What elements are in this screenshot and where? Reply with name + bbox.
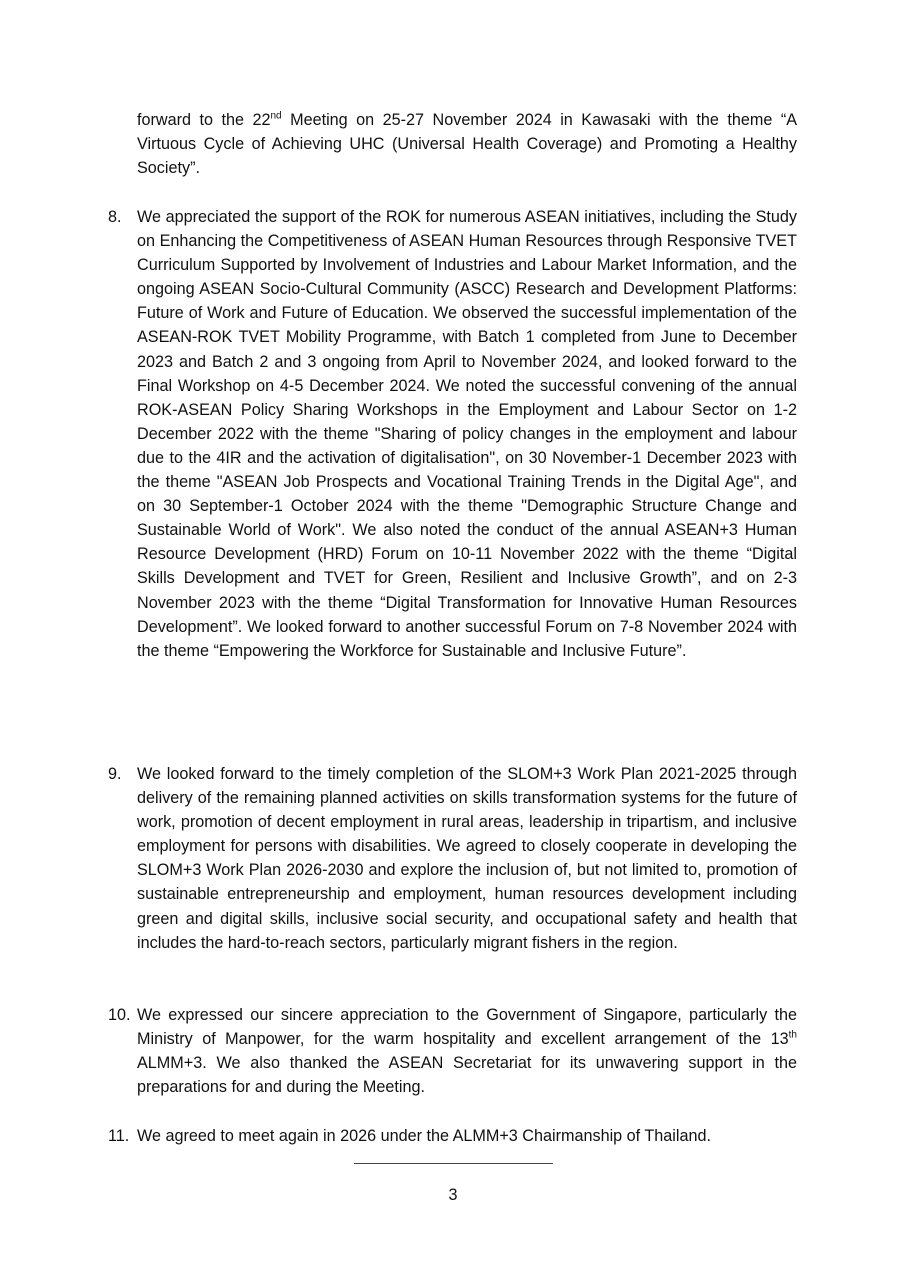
paragraph-text-start: We expressed our sincere appreciation to the Government of Singapore, particularly the Ministry of Manpower, for the warm hospitality and excellent arrangement of the 13 <box>137 1006 797 1049</box>
paragraph-9 <box>108 762 797 955</box>
paragraph-number: 10. <box>108 1006 131 1024</box>
ordinal-superscript: nd <box>270 110 282 122</box>
continued-text-start: forward to the 22 <box>137 111 271 129</box>
paragraph-number: 9. <box>108 765 122 783</box>
paragraph-text <box>137 1003 797 1099</box>
paragraph-text: We agreed to meet again in 2026 under the ALMM+3 Chairmanship of Thailand. <box>137 1127 711 1145</box>
end-divider-line <box>354 1163 553 1164</box>
paragraph-text: We looked forward to the timely completion of the SLOM+3 Work Plan 2021-2025 through delivery of the remaining planned activities on skills transformation systems for the future of work, promotion of decent employment in rural areas, leadership in tripartism, and inclusive employment for persons with disabilities. We agreed to closely cooperate in developing the SLOM+3 Work Plan 2026-2030 and explore the inclusion of, but not limited to, promotion of sustainable entrepreneurship and employment, human resources development including green and digital skills, inclusive social security, and occupational safety and health that includes the hard-to-reach sectors, particularly migrant fishers in the region. <box>137 765 797 952</box>
continued-text-end: Meeting on 25-27 November 2024 in Kawasaki with the theme “A Virtuous Cycle of Achieving UHC (Universal Health Coverage) and Promoting a Healthy Society”. <box>137 111 798 178</box>
paragraph-text: We appreciated the support of the ROK for numerous ASEAN initiatives, including the Study on Enhancing the Competitiveness of ASEAN Human Resources through Responsive TVET Curriculum Supported by Involvement of Industries and Labour Market Information, and the ongoing ASEAN Socio-Cultural Community (ASCC) Research and Development Platforms: Future of Work and Future of Education. We observed the successful implementation of the ASEAN-ROK TVET Mobility Programme, with Batch 1 completed from June to December 2023 and Batch 2 and 3 ongoing from April to November 2024, and looked forward to the Final Workshop on 4-5 December 2024. We noted the successful convening of the annual ROK-ASEAN Policy Sharing Workshops in the Employment and Labour Sector on 1-2 December 2022 with the theme "Sharing of policy changes in the employment and labour due to the 4IR and the activation of digitalisation", on 30 November-1 December 2023 with the theme "ASEAN Job Prospects and Vocational Training Trends in the Digital Age", and on 30 September-1 October 2024 with the theme "Demographic Structure Change and Sustainable World of Work". We also noted the conduct of the annual ASEAN+3 Human Resource Development (HRD) Forum on 10-11 November 2022 with the theme “Digital Skills Development and TVET for Green, Resilient and Inclusive Growth”, and on 2-3 November 2023 with the theme “Digital Transformation for Innovative Human Resources Development”. We looked forward to another successful Forum on 7-8 November 2024 with the theme “Empowering the Workforce for Sustainable and Inclusive Future”. <box>137 208 797 660</box>
paragraph-11 <box>108 1124 797 1148</box>
continued-paragraph <box>137 108 797 180</box>
ordinal-superscript: th <box>788 1029 797 1041</box>
paragraph-text-end: ALMM+3. We also thanked the ASEAN Secretariat for its unwavering support in the preparations for and during the Meeting. <box>137 1054 797 1097</box>
paragraph-number: 8. <box>108 208 122 226</box>
page-number: 3 <box>448 1186 458 1204</box>
paragraph-8 <box>108 205 797 663</box>
paragraph-number: 11. <box>108 1127 130 1145</box>
paragraph-10 <box>108 1003 797 1099</box>
